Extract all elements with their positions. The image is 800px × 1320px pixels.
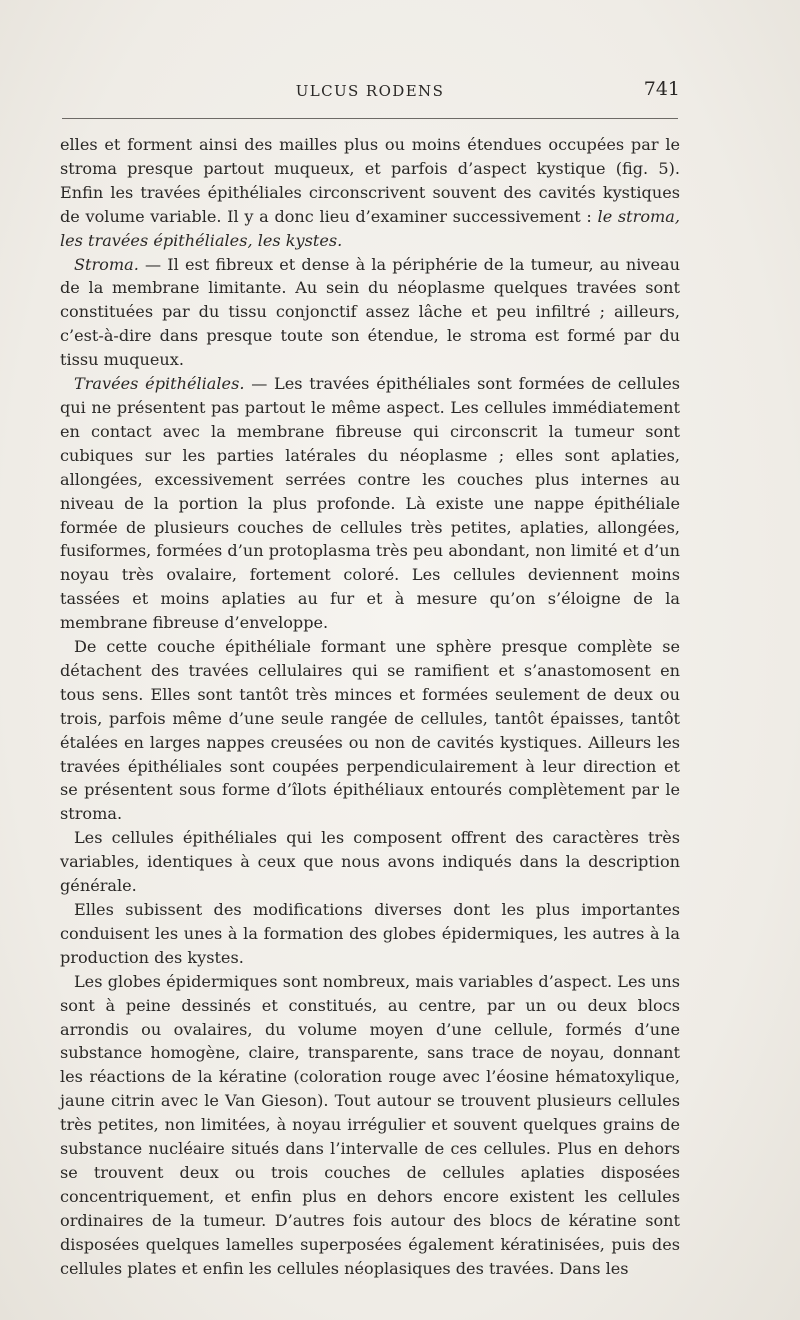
section-heading-travees: Travées épithéliales. [74,374,245,394]
paragraph-text: — Les travées épithéliales sont formées de cellules qui ne présentent pas partout le même aspect. Les cellules immédiatement en contact avec la membrane fibreuse qui circonscrit la tumeur sont cubiques sur les parties latérales du néoplasme ; elles sont aplaties, allongées, excessivement serrées contre les couches plus internes au niveau de la portion la plus profonde. Là existe une nappe épithéliale formée de plusieurs couches de cellules très petites, aplaties, allongées, fusiformes, formées d’un protoplasma très peu abondant, non limité et d’un noyau très ovalaire, fortement coloré. Les cellules deviennent moins tassées et moins aplaties au fur et à mesure qu’on s’éloigne de la membrane fibreuse d’enveloppe. [60,374,681,633]
paragraph-text: Elles subissent des modifications diverses dont les plus importantes conduisent les unes à la formation des globes épidermiques, les autres à la production des kystes. [60,900,680,967]
paragraph-text: Les cellules épithéliales qui les composent offrent des caractères très variables, identiques à ceux que nous avons indiqués dans la description générale. [60,828,680,896]
paragraph-7 [60,970,680,1281]
italic-enumeration: le stroma, les travées épithéliales, les kystes. [60,206,680,250]
paragraph-stroma [60,253,680,373]
section-heading-stroma: Stroma. [74,254,139,274]
paragraph-text: Les globes épidermiques sont nombreux, mais variables d’aspect. Les uns sont à peine dessinés et constitués, au centre, par un ou deux blocs arrondis ou ovalaires, du volume moyen d’une cellule, formés d’une substance homogène, claire, transparente, sans trace de noyau, donnant les réactions de la kératine (coloration rouge avec l’éosine hématoxylique, jaune citrin avec le Van Gieson). Tout autour se trouvent plusieurs cellules très petites, non limitées, à noyau irrégulier et souvent quelques grains de substance nucléaire situés dans l’intervalle de ces cellules. Plus en dehors se trouvent deux ou trois couches de cellules aplaties disposées concentriquement, et enfin plus en dehors encore existent les cellules ordinaires de la tumeur. D’autres fois autour des blocs de kératine sont disposées quelques lamelles superposées également kératinisées, puis des cellules plates et enfin les cellules néoplasiques des travées. Dans les [60,971,680,1278]
header-rule [62,118,678,119]
running-header [60,78,680,106]
paragraph-6 [60,898,680,970]
running-title: ULCUS RODENS [295,82,445,100]
paragraph-travees [60,372,680,635]
body-text [60,133,680,1281]
paragraph-text: — Il est fibreux et dense à la périphérie de la tumeur, au niveau de la membrane limitante. Au sein du néoplasme quelques travées sont constituées par du tissu conjonctif assez lâche et peu infiltré ; ailleurs, c’est-à-dire dans presque toute son étendue, le stroma est formé par du tissu muqueux. [60,254,680,370]
paragraph-text: De cette couche épithéliale formant une sphère presque complète se détachent des travées cellulaires qui se ramifient et s’anastomosent en tous sens. Elles sont tantôt très minces et formées seulement de deux ou trois, parfois même d’une seule rangée de cellules, tantôt épaisses, tantôt étalées en larges nappes creusées ou non de cavités kystiques. Ailleurs les travées épithéliales sont coupées perpendiculairement à leur direction et se présentent sous forme d’îlots épithéliaux entourés complètement par le stroma. [60,637,680,824]
page-number: 741 [643,78,680,100]
paragraph-4 [60,635,680,826]
paragraph-5 [60,826,680,898]
paragraph-1 [60,133,680,253]
paragraph-text: elles et forment ainsi des mailles plus ou moins étendues occupées par le stroma presque partout muqueux, et parfois d’aspect kystique (fig. 5). Enfin les travées épithéliales circonscrivent souvent des cavités kystiques de volume variable. Il y a donc lieu d’examiner successivement : [60,135,680,226]
